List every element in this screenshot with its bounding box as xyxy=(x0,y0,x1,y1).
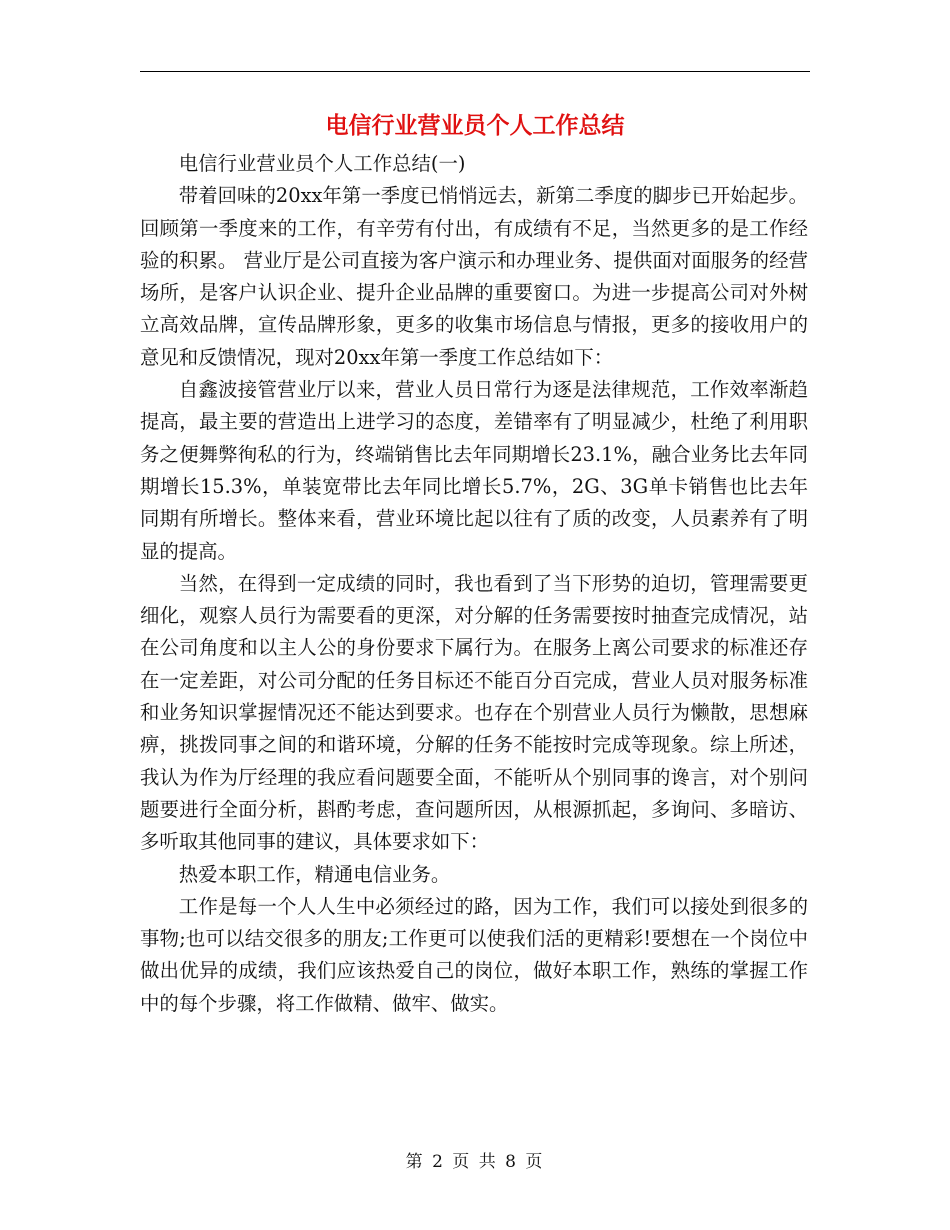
body-paragraph: 工作是每一个人人生中必须经过的路，因为工作，我们可以接处到很多的事物;也可以结交很多的朋友;工作更可以使我们活的更精彩!要想在一个岗位中做出优异的成绩，我们应该热爱自己的岗位，做好本职工作，熟练的掌握工作中的每个步骤，将工作做精、做牢、做实。 xyxy=(140,894,808,1015)
body-paragraph: 带着回味的20xx年第一季度已悄悄远去，新第二季度的脚步已开始起步。回顾第一季度来的工作，有辛劳有付出，有成绩有不足，当然更多的是工作经验的积累。 营业厅是公司直接为客户演示和办理业务、提供面对面服务的经营场所，是客户认识企业、提升企业品牌的重要窗口。为进一步提高公司对外树立高效品牌，宣传品牌形象，更多的收集市场信息与情报，更多的接收用户的意见和反馈情况，现对20xx年第一季度工作总结如下： xyxy=(140,184,808,369)
document-body xyxy=(140,148,808,1020)
header-rule xyxy=(140,71,810,72)
document-title: 电信行业营业员个人工作总结 xyxy=(325,113,625,139)
page-number-footer: 第 2 页 共 8 页 xyxy=(405,1152,545,1172)
subtitle-paragraph: 电信行业营业员个人工作总结(一) xyxy=(178,152,466,175)
body-paragraph: 当然，在得到一定成绩的同时，我也看到了当下形势的迫切，管理需要更细化，观察人员行为需要看的更深，对分解的任务需要按时抽查完成情况，站在公司角度和以主人公的身份要求下属行为。在服务上离公司要求的标准还存在一定差距，对公司分配的任务目标还不能百分百完成，营业人员对服务标准和业务知识掌握情况还不能达到要求。也存在个别营业人员行为懒散，思想麻痹，挑拨同事之间的和谐环境，分解的任务不能按时完成等现象。综上所述，我认为作为厅经理的我应看问题要全面，不能听从个别同事的谗言，对个别问题要进行全面分析，斟酌考虑，查问题所因，从根源抓起，多询问、多暗访、多听取其他同事的建议，具体要求如下： xyxy=(140,571,808,854)
body-paragraph: 自鑫波接管营业厅以来，营业人员日常行为逐是法律规范，工作效率渐趋提高，最主要的营造出上进学习的态度，差错率有了明显减少，杜绝了利用职务之便舞弊徇私的行为，终端销售比去年同期增长23.1%，融合业务比去年同期增长15.3%，单装宽带比去年同比增长5.7%，2G、3G单卡销售也比去年同期有所增长。整体来看，营业环境比起以往有了质的改变，人员素养有了明显的提高。 xyxy=(140,378,808,563)
section-heading-paragraph: 热爱本职工作，精通电信业务。 xyxy=(178,862,451,886)
